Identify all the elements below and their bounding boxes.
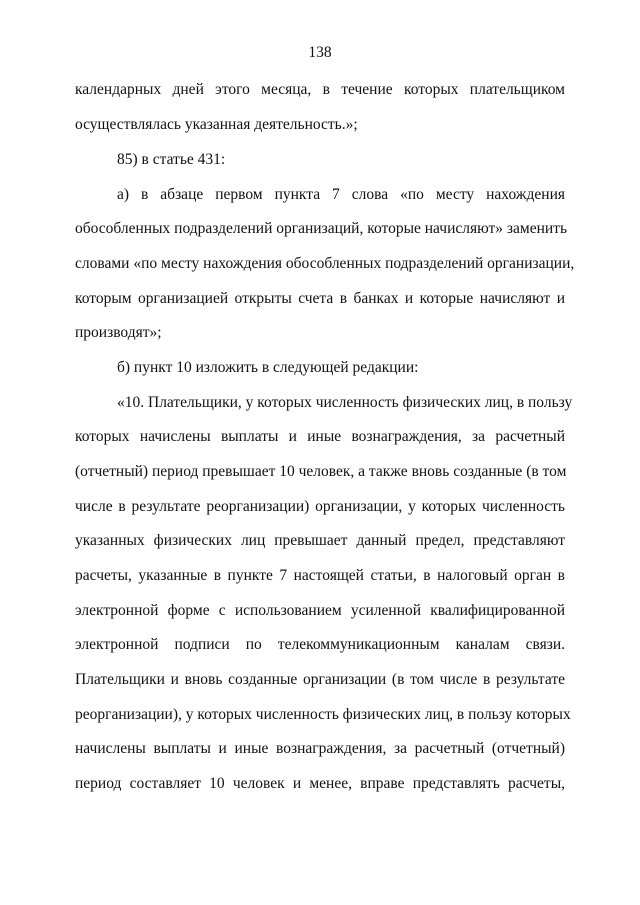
quoted-paragraph-start: «10. Плательщики, у которых численность физических лиц, в пользу (117, 394, 573, 411)
text-line: электронной форме с использованием усиленной квалифицированной (75, 602, 565, 619)
text-line: период составляет 10 человек и менее, вправе представлять расчеты, (75, 775, 565, 792)
sub-item-b: б) пункт 10 изложить в следующей редакции: (117, 359, 419, 376)
text-line: начислены выплаты и иные вознаграждения, за расчетный (отчетный) (75, 740, 565, 757)
text-line: осуществлялась указанная деятельность.»; (75, 116, 358, 133)
text-line: которых начислены выплаты и иные вознаграждения, за расчетный (75, 428, 565, 445)
list-item-85: 85) в статье 431: (117, 151, 226, 168)
text-line: электронной подписи по телекоммуникационным каналам связи. (75, 636, 565, 653)
text-line: словами «по месту нахождения обособленных подразделений организации, (75, 255, 575, 272)
text-line: Плательщики и вновь созданные организации (в том числе в результате (75, 671, 565, 688)
text-line: указанных физических лиц превышает данный предел, представляют (75, 532, 565, 549)
text-line: реорганизации), у которых численность физических лиц, в пользу которых (75, 706, 571, 723)
text-line: которым организацией открыты счета в банках и которые начисляют и (75, 290, 565, 307)
sub-item-a: а) в абзаце первом пункта 7 слова «по месту нахождения (117, 186, 565, 203)
text-line: числе в результате реорганизации) организации, у которых численность (75, 498, 565, 515)
page-number: 138 (308, 44, 332, 61)
text-line: календарных дней этого месяца, в течение которых плательщиком (75, 81, 565, 98)
text-line: (отчетный) период превышает 10 человек, а также вновь созданные (в том (75, 463, 567, 480)
text-line: производят»; (75, 324, 162, 341)
text-line: расчеты, указанные в пункте 7 настоящей статьи, в налоговый орган в (75, 567, 565, 584)
text-line: обособленных подразделений организаций, которые начисляют» заменить (75, 220, 568, 237)
